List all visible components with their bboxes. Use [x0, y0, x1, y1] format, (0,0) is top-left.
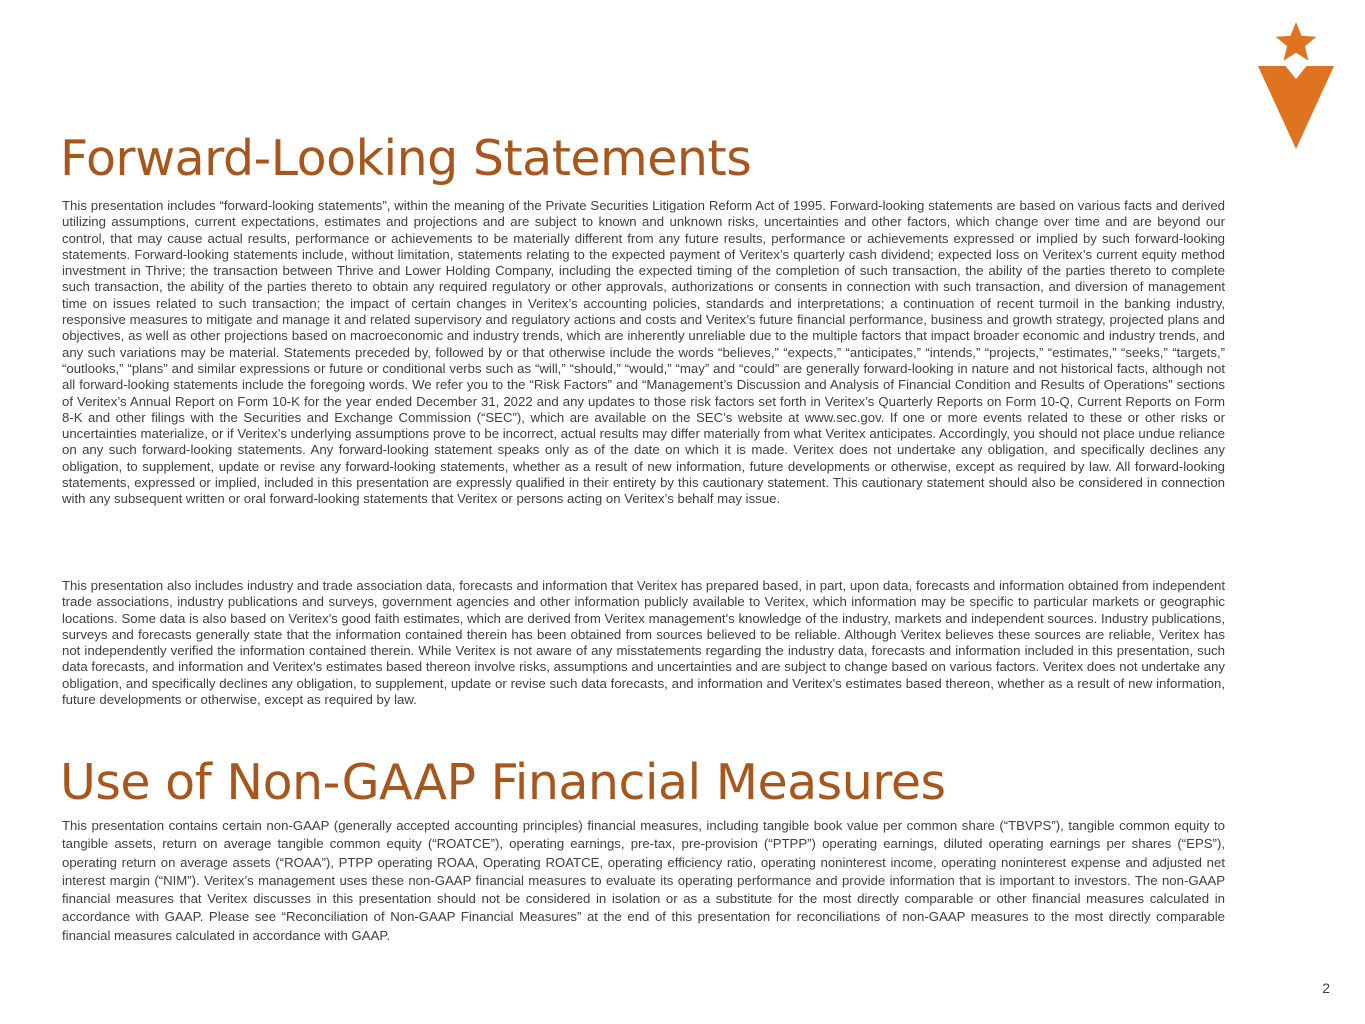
- logo-v-shape: [1258, 66, 1334, 149]
- non-gaap-measures-paragraph: This presentation contains certain non-GAAP (generally accepted accounting principles) financial measures, including tangible book value per common share (“TBVPS”), tangible common equity to tangible assets, return on average tangible common equity (“ROATCE”), operating earnings, pre-tax, pre-provision (“PTPP”) operating earnings, diluted operating earnings per shares (“EPS”), operating return on average assets (“ROAA”), PTPP operating ROAA, Operating ROATCE, operating efficiency ratio, operating noninterest income, operating noninterest expense and adjusted net interest margin (“NIM”). Veritex’s management uses these non-GAAP financial measures to evaluate its operating performance and provide information that is important to investors. The non-GAAP financial measures that Veritex discusses in this presentation should not be considered in isolation or as a substitute for the most directly comparable or other financial measures calculated in accordance with GAAP. Please see “Reconciliation of Non-GAAP Financial Measures” at the end of this presentation for reconciliations of non-GAAP measures to the most directly comparable financial measures calculated in accordance with GAAP.: [62, 818, 1225, 943]
- non-gaap-measures-title: Use of Non-GAAP Financial Measures: [60, 754, 946, 811]
- veritex-star-v-logo-icon: [1255, 22, 1337, 152]
- logo-star-shape: [1276, 22, 1316, 61]
- page-number: 2: [1322, 980, 1330, 996]
- forward-looking-statements-title: Forward-Looking Statements: [60, 130, 752, 187]
- forward-looking-statements-paragraph: This presentation includes “forward-looking statements”, within the meaning of the Private Securities Litigation Reform Act of 1995. Forward-looking statements are based on various facts and derived utilizing assumptions, current expectations, estimates and projections and are subject to known and unknown risks, uncertainties and other factors, which change over time and are beyond our control, that may cause actual results, performance or achievements to be materially different from any future results, performance or achievements expressed or implied by such forward-looking statements. Forward-looking statements include, without limitation, statements relating to the expected payment of Veritex’s quarterly cash dividend; expected loss on Veritex’s current equity method investment in Thrive; the transaction between Thrive and Lower Holding Company, including the expected timing of the completion of such transaction, the ability of the parties thereto to complete such transaction, the ability of the parties thereto to obtain any required regulatory or other approvals, authorizations or consents in connection with such transaction, and diversion of management time on issues related to such transaction; the impact of certain changes in Veritex’s accounting policies, standards and interpretations; a continuation of recent turmoil in the banking industry, responsive measures to mitigate and manage it and related supervisory and regulatory actions and costs and Veritex’s future financial performance, business and growth strategy, projected plans and objectives, as well as other projections based on macroeconomic and industry trends, which are inherently unreliable due to the multiple factors that impact broader economic and industry trends, and any such variations may be material. Statements preceded by, followed by or that otherwise include the words “believes,” “expects,” “anticipates,” “intends,” “projects,” “estimates,” “seeks,” “targets,” “outlooks,” “plans” and similar expressions or future or conditional verbs such as “will,” “should,” “would,” “may” and “could” are generally forward-looking in nature and not historical facts, although not all forward-looking statements include the foregoing words. We refer you to the “Risk Factors” and “Management’s Discussion and Analysis of Financial Condition and Results of Operations” sections of Veritex’s Annual Report on Form 10-K for the year ended December 31, 2022 and any updates to those risk factors set forth in Veritex’s Quarterly Reports on Form 10-Q, Current Reports on Form 8-K and other filings with the Securities and Exchange Commission (“SEC”), which are available on the SEC’s website at www.sec.gov. If one or more events related to these or other risks or uncertainties materialize, or if Veritex’s underlying assumptions prove to be incorrect, actual results may differ materially from what Veritex anticipates. Accordingly, you should not place undue reliance on any such forward-looking statements. Any forward-looking statement speaks only as of the date on which it is made. Veritex does not undertake any obligation, and specifically declines any obligation, to supplement, update or revise any forward-looking statements, whether as a result of new information, future developments or otherwise, except as required by law. All forward-looking statements, expressed or implied, included in this presentation are expressly qualified in their entirety by this cautionary statement. This cautionary statement should also be considered in connection with any subsequent written or oral forward-looking statements that Veritex or persons acting on Veritex’s behalf may issue.: [62, 198, 1225, 507]
- industry-data-paragraph: This presentation also includes industry and trade association data, forecasts and information that Veritex has prepared based, in part, upon data, forecasts and information obtained from independent trade associations, industry publications and surveys, government agencies and other information publicly available to Veritex, which information may be specific to particular markets or geographic locations. Some data is also based on Veritex's good faith estimates, which are derived from Veritex management's knowledge of the industry, markets and independent sources. Industry publications, surveys and forecasts generally state that the information contained therein has been obtained from sources believed to be reliable. Although Veritex believes these sources are reliable, Veritex has not independently verified the information contained therein. While Veritex is not aware of any misstatements regarding the industry data, forecasts and information included in this presentation, such data forecasts, and information and Veritex's estimates based thereon involve risks, assumptions and uncertainties and are subject to change based on various factors. Veritex does not undertake any obligation, and specifically declines any obligation, to supplement, update or revise such data forecasts, and information and Veritex's estimates based thereon, whether as a result of new information, future developments or otherwise, except as required by law.: [62, 578, 1225, 708]
